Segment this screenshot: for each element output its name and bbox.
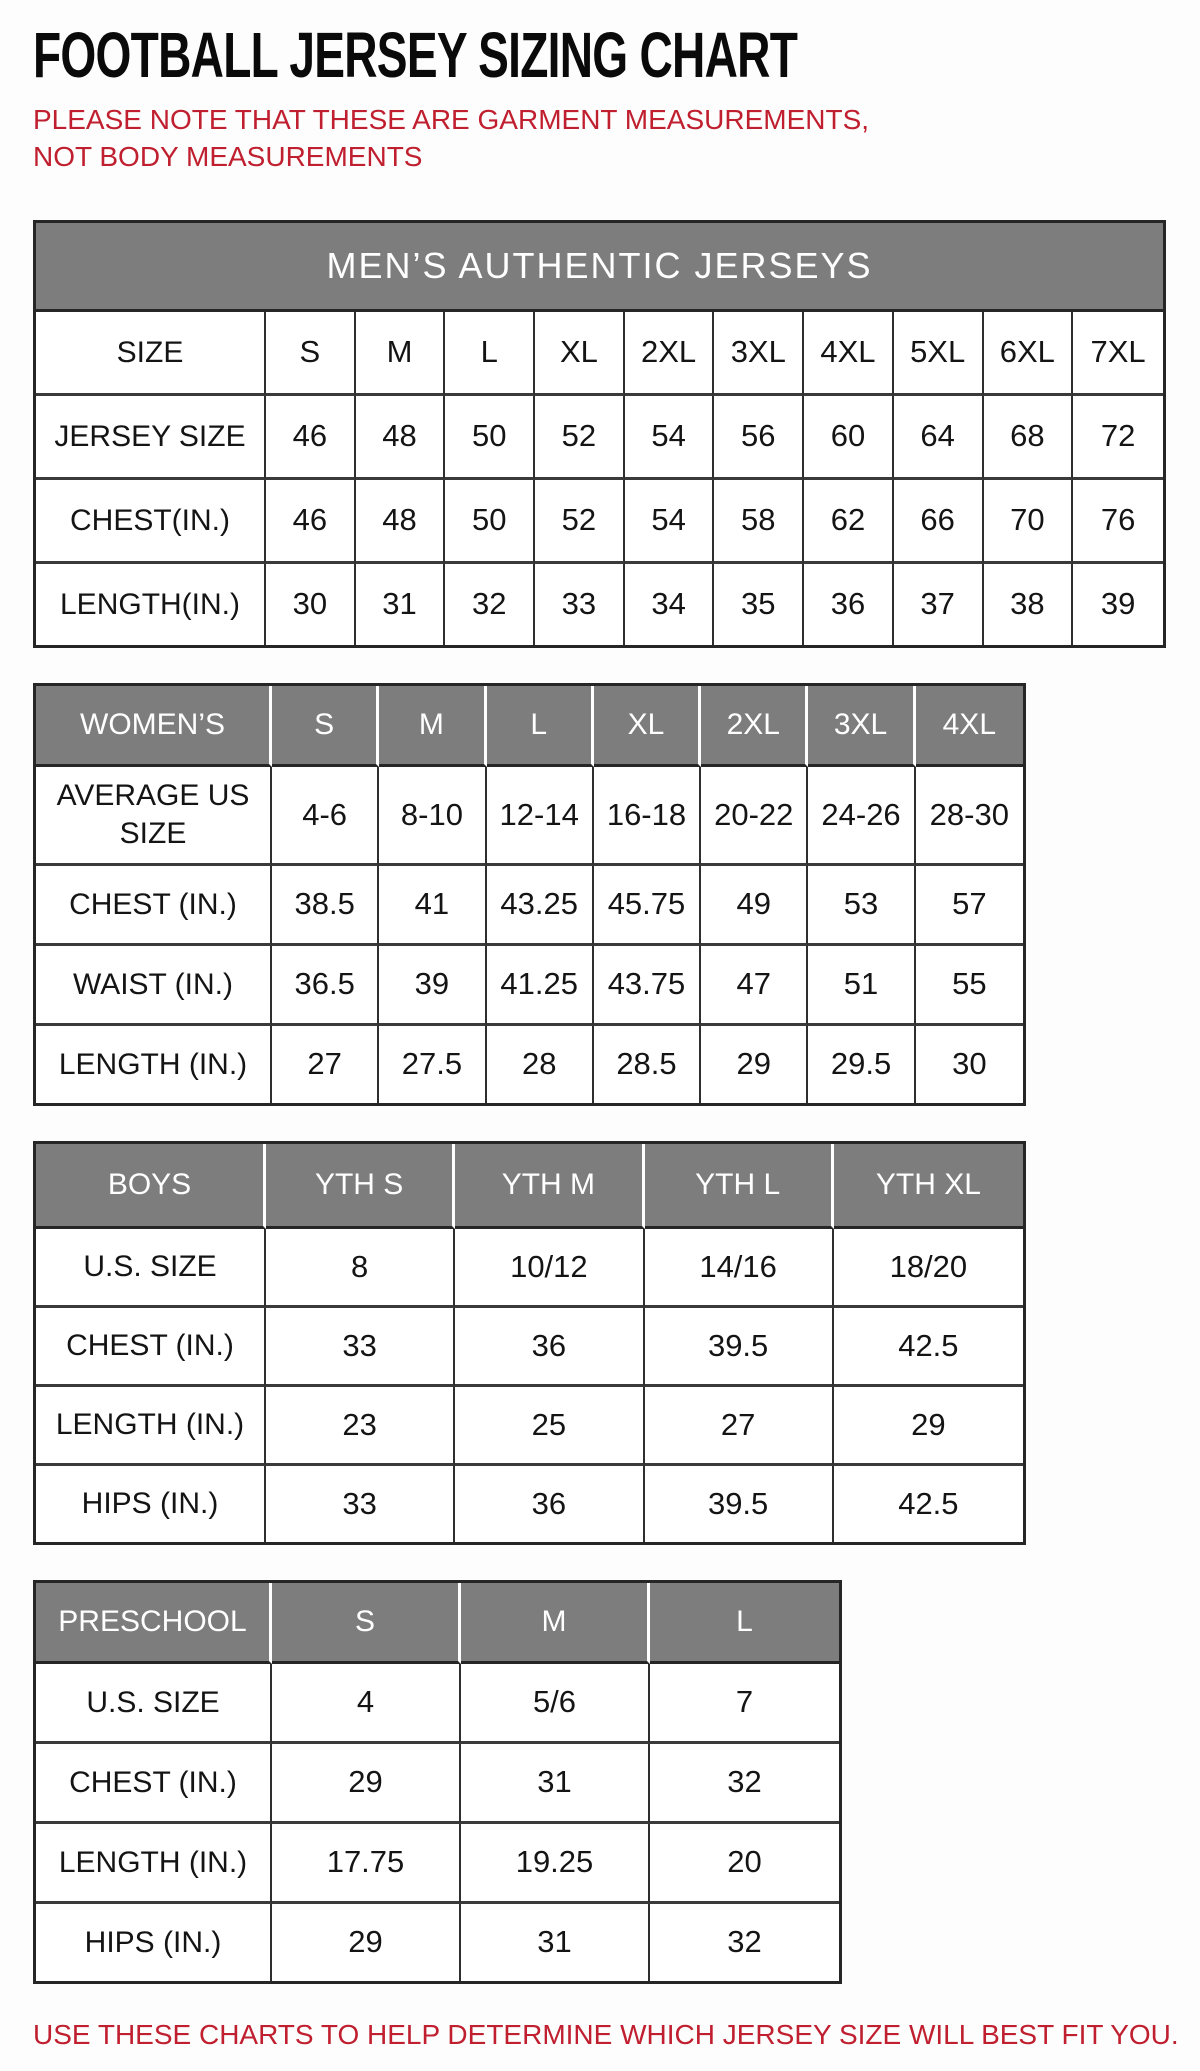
cell: 29 xyxy=(701,1026,808,1103)
row-label: CHEST (IN.) xyxy=(36,1308,266,1387)
cell: 4XL xyxy=(804,312,894,396)
cell: 27 xyxy=(645,1387,834,1466)
womens-row xyxy=(36,767,1023,866)
cell: 48 xyxy=(356,396,446,480)
womens-column-header: 2XL xyxy=(701,686,808,767)
mens-row xyxy=(36,480,1163,564)
cell: 3XL xyxy=(714,312,804,396)
preschool-column-header: L xyxy=(650,1583,839,1664)
cell: 20-22 xyxy=(701,767,808,866)
cell: 27.5 xyxy=(379,1026,486,1103)
row-label: LENGTH (IN.) xyxy=(36,1387,266,1466)
boys-row xyxy=(36,1229,1023,1308)
cell: 30 xyxy=(266,564,356,645)
womens-column-header: 3XL xyxy=(808,686,915,767)
preschool-header-label: PRESCHOOL xyxy=(36,1583,272,1664)
cell: 33 xyxy=(535,564,625,645)
cell: 19.25 xyxy=(461,1824,650,1904)
preschool-row xyxy=(36,1904,839,1981)
cell: 36.5 xyxy=(272,946,379,1026)
cell: 4-6 xyxy=(272,767,379,866)
cell: 17.75 xyxy=(272,1824,461,1904)
cell: 6XL xyxy=(984,312,1074,396)
cell: 7 xyxy=(650,1664,839,1744)
womens-header-label: WOMEN’S xyxy=(36,686,272,767)
row-label: CHEST (IN.) xyxy=(36,866,272,946)
table-boys xyxy=(33,1141,1026,1545)
mens-banner: MEN’S AUTHENTIC JERSEYS xyxy=(36,223,1163,312)
cell: 46 xyxy=(266,396,356,480)
size-tables-container xyxy=(33,220,1200,1984)
cell: 47 xyxy=(701,946,808,1026)
cell: 16-18 xyxy=(594,767,701,866)
cell: XL xyxy=(535,312,625,396)
preschool-row xyxy=(36,1664,839,1744)
cell: 46 xyxy=(266,480,356,564)
preschool-row xyxy=(36,1744,839,1824)
cell: S xyxy=(266,312,356,396)
cell: 38.5 xyxy=(272,866,379,946)
row-label: LENGTH (IN.) xyxy=(36,1824,272,1904)
row-label: LENGTH (IN.) xyxy=(36,1026,272,1103)
womens-row xyxy=(36,1026,1023,1103)
row-label: CHEST(IN.) xyxy=(36,480,266,564)
womens-column-header: S xyxy=(272,686,379,767)
mens-row xyxy=(36,312,1163,396)
cell: 58 xyxy=(714,480,804,564)
cell: 25 xyxy=(455,1387,644,1466)
cell: 39 xyxy=(1073,564,1163,645)
womens-row xyxy=(36,866,1023,946)
cell: 2XL xyxy=(625,312,715,396)
cell: 39.5 xyxy=(645,1466,834,1542)
row-label: HIPS (IN.) xyxy=(36,1904,272,1981)
preschool-row xyxy=(36,1824,839,1904)
cell: 62 xyxy=(804,480,894,564)
cell: 36 xyxy=(455,1466,644,1542)
cell: 51 xyxy=(808,946,915,1026)
cell: 42.5 xyxy=(834,1308,1023,1387)
cell: 20 xyxy=(650,1824,839,1904)
cell: 41.25 xyxy=(487,946,594,1026)
cell: 64 xyxy=(894,396,984,480)
page-title: FOOTBALL JERSEY SIZING CHART xyxy=(33,19,798,91)
row-label: U.S. SIZE xyxy=(36,1664,272,1744)
cell: 14/16 xyxy=(645,1229,834,1308)
boys-header-label: BOYS xyxy=(36,1144,266,1229)
cell: 31 xyxy=(461,1904,650,1981)
womens-column-header: L xyxy=(487,686,594,767)
cell: 43.75 xyxy=(594,946,701,1026)
cell: 28 xyxy=(487,1026,594,1103)
row-label: AVERAGE US SIZE xyxy=(36,767,272,866)
cell: 33 xyxy=(266,1308,455,1387)
cell: 49 xyxy=(701,866,808,946)
cell: 54 xyxy=(625,396,715,480)
womens-column-header: M xyxy=(379,686,486,767)
cell: 33 xyxy=(266,1466,455,1542)
boys-column-header: YTH M xyxy=(455,1144,644,1229)
row-label: WAIST (IN.) xyxy=(36,946,272,1026)
cell: 24-26 xyxy=(808,767,915,866)
cell: 27 xyxy=(272,1026,379,1103)
garment-measurements-note: PLEASE NOTE THAT THESE ARE GARMENT MEASUREMENTS, NOT BODY MEASUREMENTS xyxy=(33,104,870,172)
boys-column-header: YTH S xyxy=(266,1144,455,1229)
row-label: CHEST (IN.) xyxy=(36,1744,272,1824)
womens-column-header: 4XL xyxy=(916,686,1023,767)
cell: 23 xyxy=(266,1387,455,1466)
cell: 5/6 xyxy=(461,1664,650,1744)
cell: 37 xyxy=(894,564,984,645)
cell: 53 xyxy=(808,866,915,946)
cell: 54 xyxy=(625,480,715,564)
cell: 4 xyxy=(272,1664,461,1744)
boys-row xyxy=(36,1308,1023,1387)
cell: 42.5 xyxy=(834,1466,1023,1542)
cell: 31 xyxy=(356,564,446,645)
row-label: U.S. SIZE xyxy=(36,1229,266,1308)
cell: 7XL xyxy=(1073,312,1163,396)
mens-row xyxy=(36,396,1163,480)
cell: 36 xyxy=(804,564,894,645)
cell: 8 xyxy=(266,1229,455,1308)
cell: 38 xyxy=(984,564,1074,645)
cell: 43.25 xyxy=(487,866,594,946)
cell: 76 xyxy=(1073,480,1163,564)
cell: 30 xyxy=(916,1026,1023,1103)
row-label: SIZE xyxy=(36,312,266,396)
cell: 70 xyxy=(984,480,1074,564)
table-mens xyxy=(33,220,1166,648)
preschool-column-header: S xyxy=(272,1583,461,1664)
boys-row xyxy=(36,1387,1023,1466)
cell: 52 xyxy=(535,396,625,480)
cell: 55 xyxy=(916,946,1023,1026)
cell: 41 xyxy=(379,866,486,946)
boys-column-header: YTH XL xyxy=(834,1144,1023,1229)
table-preschool xyxy=(33,1580,842,1984)
womens-column-header: XL xyxy=(594,686,701,767)
cell: 18/20 xyxy=(834,1229,1023,1308)
cell: 68 xyxy=(984,396,1074,480)
boys-column-header: YTH L xyxy=(645,1144,834,1229)
cell: 10/12 xyxy=(455,1229,644,1308)
cell: 72 xyxy=(1073,396,1163,480)
cell: 66 xyxy=(894,480,984,564)
cell: 48 xyxy=(356,480,446,564)
cell: 32 xyxy=(650,1904,839,1981)
table-womens xyxy=(33,683,1026,1106)
cell: 31 xyxy=(461,1744,650,1824)
cell: 8-10 xyxy=(379,767,486,866)
preschool-column-header: M xyxy=(461,1583,650,1664)
cell: 35 xyxy=(714,564,804,645)
cell: L xyxy=(445,312,535,396)
cell: M xyxy=(356,312,446,396)
cell: 12-14 xyxy=(487,767,594,866)
cell: 5XL xyxy=(894,312,984,396)
footer-note: USE THESE CHARTS TO HELP DETERMINE WHICH JERSEY SIZE WILL BEST FIT YOU. xyxy=(33,2018,1179,2050)
cell: 50 xyxy=(445,396,535,480)
cell: 29 xyxy=(272,1744,461,1824)
cell: 39 xyxy=(379,946,486,1026)
row-label: LENGTH(IN.) xyxy=(36,564,266,645)
cell: 34 xyxy=(625,564,715,645)
cell: 56 xyxy=(714,396,804,480)
cell: 45.75 xyxy=(594,866,701,946)
row-label: JERSEY SIZE xyxy=(36,396,266,480)
cell: 29 xyxy=(834,1387,1023,1466)
cell: 57 xyxy=(916,866,1023,946)
cell: 29 xyxy=(272,1904,461,1981)
cell: 29.5 xyxy=(808,1026,915,1103)
cell: 36 xyxy=(455,1308,644,1387)
boys-row xyxy=(36,1466,1023,1542)
womens-row xyxy=(36,946,1023,1026)
cell: 60 xyxy=(804,396,894,480)
row-label: HIPS (IN.) xyxy=(36,1466,266,1542)
cell: 39.5 xyxy=(645,1308,834,1387)
cell: 28-30 xyxy=(916,767,1023,866)
cell: 28.5 xyxy=(594,1026,701,1103)
mens-row xyxy=(36,564,1163,645)
cell: 32 xyxy=(445,564,535,645)
cell: 32 xyxy=(650,1744,839,1824)
cell: 52 xyxy=(535,480,625,564)
cell: 50 xyxy=(445,480,535,564)
